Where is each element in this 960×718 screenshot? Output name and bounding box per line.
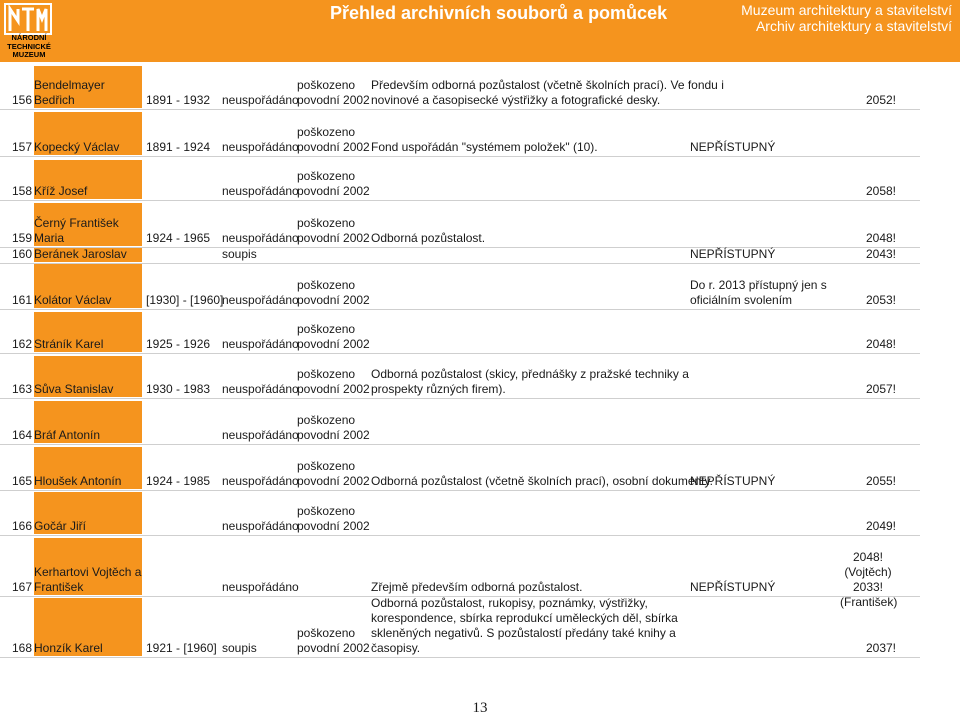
org-line-2: Archiv architektury a stavitelství: [755, 18, 952, 34]
record-processing: neuspořádáno: [222, 580, 299, 594]
record-num: 164: [11, 428, 32, 442]
record-sig: 2037!: [865, 641, 896, 655]
record-period: 1930 - 1983: [146, 382, 211, 396]
row-divider: [0, 109, 920, 110]
record-name: Bendelmayer Bedřich: [34, 66, 142, 108]
record-note: Fond uspořádán "systémem položek" (10).: [371, 140, 598, 154]
row-divider: [0, 156, 920, 157]
record-processing: neuspořádáno: [222, 140, 299, 154]
record-state: poškozeno povodní 2002: [297, 367, 370, 396]
organization-name: [741, 2, 952, 34]
record-processing: neuspořádáno: [222, 428, 299, 442]
record-name: Honzík Karel: [34, 598, 142, 656]
record-note: Odborná pozůstalost (skicy, přednášky z pražské techniky a prospekty různých firem).: [371, 367, 689, 396]
record-name: Hloušek Antonín: [34, 447, 142, 489]
record-sig: 2049!: [865, 519, 896, 533]
record-name: Beránek Jaroslav: [34, 248, 142, 262]
record-period: 1924 - 1985: [146, 474, 211, 488]
record-note: Odborná pozůstalost.: [371, 231, 486, 245]
record-name: Kopecký Václav: [34, 112, 142, 155]
record-access: NEPŘÍSTUPNÝ: [690, 140, 776, 154]
record-sig: 2058!: [865, 184, 896, 198]
record-name: Gočár Jiří: [34, 492, 142, 534]
record-sig: 2048! (Vojtěch) 2033! (František): [840, 550, 898, 609]
record-state: poškozeno povodní 2002: [297, 459, 370, 488]
row-divider: [0, 353, 920, 354]
record-state: poškozeno povodní 2002: [297, 626, 370, 655]
record-access: NEPŘÍSTUPNÝ: [690, 580, 776, 594]
record-num: 162: [11, 337, 32, 351]
record-period: 1891 - 1924: [146, 140, 211, 154]
record-sig: 2043!: [865, 247, 896, 261]
record-name: Sůva Stanislav: [34, 356, 142, 397]
record-processing: soupis: [222, 641, 257, 655]
record-note: Odborná pozůstalost, rukopisy, poznámky, výstřižky, korespondence, sbírka reprodukcí uměleckých děl, sbírka skleněných negativů. S pozůstalostí předány také knihy a časopisy.: [371, 596, 678, 655]
record-num: 168: [11, 641, 32, 655]
logo-text: NÁRODNÍ TECHNICKÉ MUZEUM: [7, 33, 51, 60]
record-period: 1924 - 1965: [146, 231, 211, 245]
record-note: Zřejmě především odborná pozůstalost.: [371, 580, 583, 594]
record-sig: 2053!: [865, 293, 896, 307]
row-divider: [0, 444, 920, 445]
record-processing: neuspořádáno: [222, 382, 299, 396]
record-sig: 2057!: [865, 382, 896, 396]
record-access: NEPŘÍSTUPNÝ: [690, 247, 776, 261]
record-num: 165: [11, 474, 32, 488]
page-title: Přehled archivních souborů a pomůcek: [330, 3, 668, 23]
record-processing: neuspořádáno: [222, 184, 299, 198]
record-access: Do r. 2013 přístupný jen s oficiálním svolením: [690, 278, 827, 307]
record-state: poškozeno povodní 2002: [297, 125, 370, 154]
row-divider: [0, 490, 920, 491]
record-processing: neuspořádáno: [222, 231, 299, 245]
record-name: Černý František Maria: [34, 203, 142, 246]
record-sig: 2048!: [865, 231, 896, 245]
row-divider: [0, 398, 920, 399]
record-processing: neuspořádáno: [222, 519, 299, 533]
museum-logo: [0, 0, 58, 62]
record-period: 1891 - 1932: [146, 93, 211, 107]
record-sig: 2052!: [865, 93, 896, 107]
org-line-1: Muzeum architektury a stavitelství: [741, 2, 952, 18]
record-state: poškozeno povodní 2002: [297, 278, 370, 307]
record-period: [1930] - [1960]: [146, 293, 224, 307]
row-divider: [0, 657, 920, 658]
record-num: 160: [11, 247, 32, 261]
record-num: 159: [11, 231, 32, 245]
record-processing: neuspořádáno: [222, 293, 299, 307]
record-num: 156: [11, 93, 32, 107]
record-state: poškozeno povodní 2002: [297, 78, 370, 107]
record-num: 157: [11, 140, 32, 154]
record-state: poškozeno povodní 2002: [297, 413, 370, 442]
row-divider: [0, 535, 920, 536]
record-num: 167: [11, 580, 32, 594]
row-divider: [0, 200, 920, 201]
record-name: Kolátor Václav: [34, 264, 142, 308]
ntm-logo-icon: [4, 3, 52, 35]
record-num: 166: [11, 519, 32, 533]
record-processing: neuspořádáno: [222, 474, 299, 488]
record-processing: neuspořádáno: [222, 337, 299, 351]
record-note: Především odborná pozůstalost (včetně školních prací). Ve fondu i novinové a časopisecké výstřižky a fotografické desky.: [371, 78, 724, 107]
row-divider: [0, 309, 920, 310]
page-number: 13: [472, 700, 488, 716]
record-name: Bráf Antonín: [34, 401, 142, 443]
record-state: poškozeno povodní 2002: [297, 322, 370, 351]
record-period: 1925 - 1926: [146, 337, 211, 351]
record-num: 158: [11, 184, 32, 198]
record-processing: soupis: [222, 247, 257, 261]
page-header: [0, 0, 960, 62]
record-note: Odborná pozůstalost (včetně školních prací), osobní dokumenty.: [371, 474, 713, 488]
record-state: poškozeno povodní 2002: [297, 504, 370, 533]
record-sig: 2055!: [865, 474, 896, 488]
record-state: poškozeno povodní 2002: [297, 169, 370, 198]
record-period: 1921 - [1960]: [146, 641, 217, 655]
record-num: 163: [11, 382, 32, 396]
record-name: Kříž Josef: [34, 160, 142, 199]
record-num: 161: [11, 293, 32, 307]
record-name: Kerhartovi Vojtěch a František: [34, 538, 142, 595]
record-state: poškozeno povodní 2002: [297, 216, 370, 245]
record-access: NEPŘÍSTUPNÝ: [690, 474, 776, 488]
record-processing: neuspořádáno: [222, 93, 299, 107]
record-name: Stráník Karel: [34, 312, 142, 352]
record-sig: 2048!: [865, 337, 896, 351]
